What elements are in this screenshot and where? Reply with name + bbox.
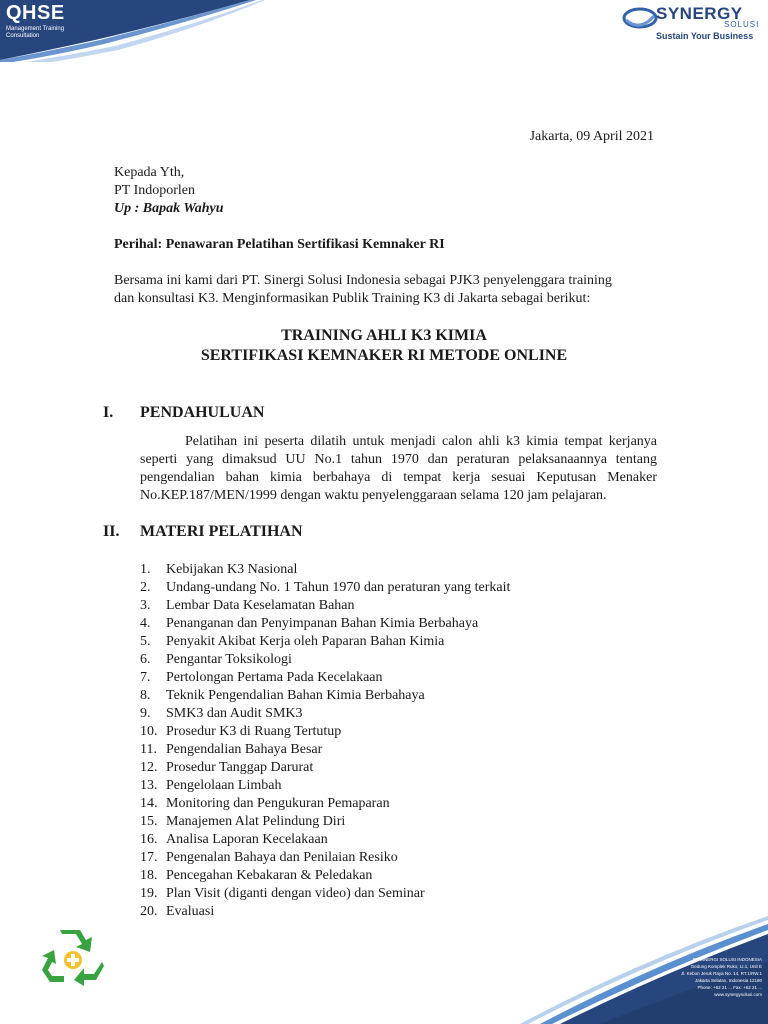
list-item-number: 4. <box>140 616 151 631</box>
list-item <box>140 849 510 867</box>
list-item-number: 9. <box>140 706 151 721</box>
list-item-number: 14. <box>140 796 158 811</box>
list-item <box>140 561 510 579</box>
list-item-text: Undang-undang No. 1 Tahun 1970 dan peraturan yang terkait <box>166 580 511 595</box>
recipient-attention: Up : Bapak Wahyu <box>114 201 224 216</box>
list-item <box>140 597 510 615</box>
list-item-text: Analisa Laporan Kecelakaan <box>166 832 328 847</box>
materi-list <box>140 561 510 921</box>
list-item-text: Lembar Data Keselamatan Bahan <box>166 598 355 613</box>
letter-subject: Perihal: Penawaran Pelatihan Sertifikasi Kemnaker RI <box>114 237 445 252</box>
list-item <box>140 669 510 687</box>
list-item-number: 17. <box>140 850 158 865</box>
list-item-text: SMK3 dan Audit SMK3 <box>166 706 303 721</box>
list-item-text: Pertolongan Pertama Pada Kecelakaan <box>166 670 383 685</box>
list-item-number: 7. <box>140 670 151 685</box>
paragraph-line: seperti yang dimaksud UU No.1 tahun 1970 dan peraturan pelaksanaannya tentang <box>140 452 657 467</box>
list-item-text: Pencegahan Kebakaran & Peledakan <box>166 868 373 883</box>
list-item-text: Plan Visit (diganti dengan video) dan Seminar <box>166 886 425 901</box>
qhse-logo-title: QHSE <box>6 2 65 24</box>
footer-line: www.synergysolusi.com <box>714 992 762 997</box>
list-item <box>140 687 510 705</box>
list-item-number: 19. <box>140 886 158 901</box>
section-1-number: I. <box>103 404 114 421</box>
synergy-logo-tagline: Sustain Your Business <box>656 31 754 41</box>
recipient-company: PT Indoporlen <box>114 183 196 198</box>
list-item-number: 16. <box>140 832 158 847</box>
list-item-number: 13. <box>140 778 158 793</box>
section-1-heading: PENDAHULUAN <box>140 404 265 421</box>
list-item-number: 8. <box>140 688 151 703</box>
list-item-number: 18. <box>140 868 158 883</box>
list-item-text: Teknik Pengendalian Bahan Kimia Berbahaya <box>166 688 425 703</box>
recipient-salutation: Kepada Yth, <box>114 165 185 180</box>
section-1-paragraph <box>140 433 657 505</box>
intro-line-2: dan konsultasi K3. Menginformasikan Publik Training K3 di Jakarta sebagai berikut: <box>114 291 591 306</box>
training-subtitle: SERTIFIKASI KEMNAKER RI METODE ONLINE <box>200 347 568 364</box>
list-item-text: Pengantar Toksikologi <box>166 652 292 667</box>
list-item <box>140 795 510 813</box>
paragraph-line: No.KEP.187/MEN/1999 dengan waktu penyelenggaraan selama 120 jam pelajaran. <box>140 488 607 503</box>
list-item-text: Prosedur K3 di Ruang Tertutup <box>166 724 342 739</box>
list-item <box>140 579 510 597</box>
training-title: TRAINING AHLI K3 KIMIA <box>281 327 487 344</box>
recycle-icon <box>40 928 106 988</box>
list-item-text: Prosedur Tanggap Darurat <box>166 760 314 775</box>
list-item-text: Manajemen Alat Pelindung Diri <box>166 814 346 829</box>
list-item <box>140 723 510 741</box>
list-item-text: Penanganan dan Penyimpanan Bahan Kimia Berbahaya <box>166 616 479 631</box>
footer-line: Jakarta Selatan, Indonesia 12180 <box>694 978 762 983</box>
list-item <box>140 705 510 723</box>
list-item <box>140 813 510 831</box>
list-item-number: 6. <box>140 652 151 667</box>
section-2-number: II. <box>103 523 120 540</box>
list-item-number: 2. <box>140 580 151 595</box>
list-item-number: 10. <box>140 724 158 739</box>
list-item-number: 12. <box>140 760 158 775</box>
list-item <box>140 651 510 669</box>
footer-line: Gedung Komplek Ruko, Lt.1, Unit E <box>690 964 762 969</box>
synergy-logo-suffix: SOLUSI <box>724 20 760 29</box>
list-item <box>140 633 510 651</box>
footer-line: Phone: +62 21 ... Fax: +62 21 ... <box>697 985 762 990</box>
list-item <box>140 885 510 903</box>
list-item <box>140 831 510 849</box>
intro-line-1: Bersama ini kami dari PT. Sinergi Solusi Indonesia sebagai PJK3 penyelenggara training <box>114 273 612 288</box>
footer-line: PT SINERGI SOLUSI INDONESIA <box>692 957 762 962</box>
list-item <box>140 759 510 777</box>
letter-date: Jakarta, 09 April 2021 <box>529 129 654 144</box>
list-item-text: Kebijakan K3 Nasional <box>166 562 298 577</box>
list-item-number: 5. <box>140 634 151 649</box>
list-item-number: 3. <box>140 598 151 613</box>
list-item-number: 11. <box>140 742 157 757</box>
paragraph-line: pengendalian bahan kimia berbahaya di tempat kerja sesuai Keputusan Menaker <box>140 470 657 485</box>
list-item-number: 15. <box>140 814 158 829</box>
list-item <box>140 867 510 885</box>
list-item <box>140 777 510 795</box>
section-2-heading: MATERI PELATIHAN <box>140 523 303 540</box>
list-item <box>140 615 510 633</box>
qhse-logo-subtitle: Management Training Consultation <box>6 26 65 39</box>
synergy-logo-brand: SYNERGY <box>656 4 743 23</box>
list-item-text: Monitoring dan Pengukuran Pemaparan <box>166 796 390 811</box>
footer-company-info <box>578 956 762 998</box>
list-item-text: Pengenalan Bahaya dan Penilaian Resiko <box>166 850 398 865</box>
list-item-text: Pengelolaan Limbah <box>166 778 282 793</box>
list-item-text: Penyakit Akibat Kerja oleh Paparan Bahan Kimia <box>166 634 445 649</box>
list-item-number: 20. <box>140 904 158 919</box>
list-item-text: Evaluasi <box>166 904 215 919</box>
list-item-number: 1. <box>140 562 151 577</box>
list-item <box>140 741 510 759</box>
footer-line: Jl. Kebon Jeruk Raya No. 14, RT.1/RW.1 <box>680 971 762 976</box>
paragraph-line: Pelatihan ini peserta dilatih untuk menjadi calon ahli k3 kimia tempat kerjanya <box>185 434 657 449</box>
list-item-text: Pengendalian Bahaya Besar <box>166 742 323 757</box>
